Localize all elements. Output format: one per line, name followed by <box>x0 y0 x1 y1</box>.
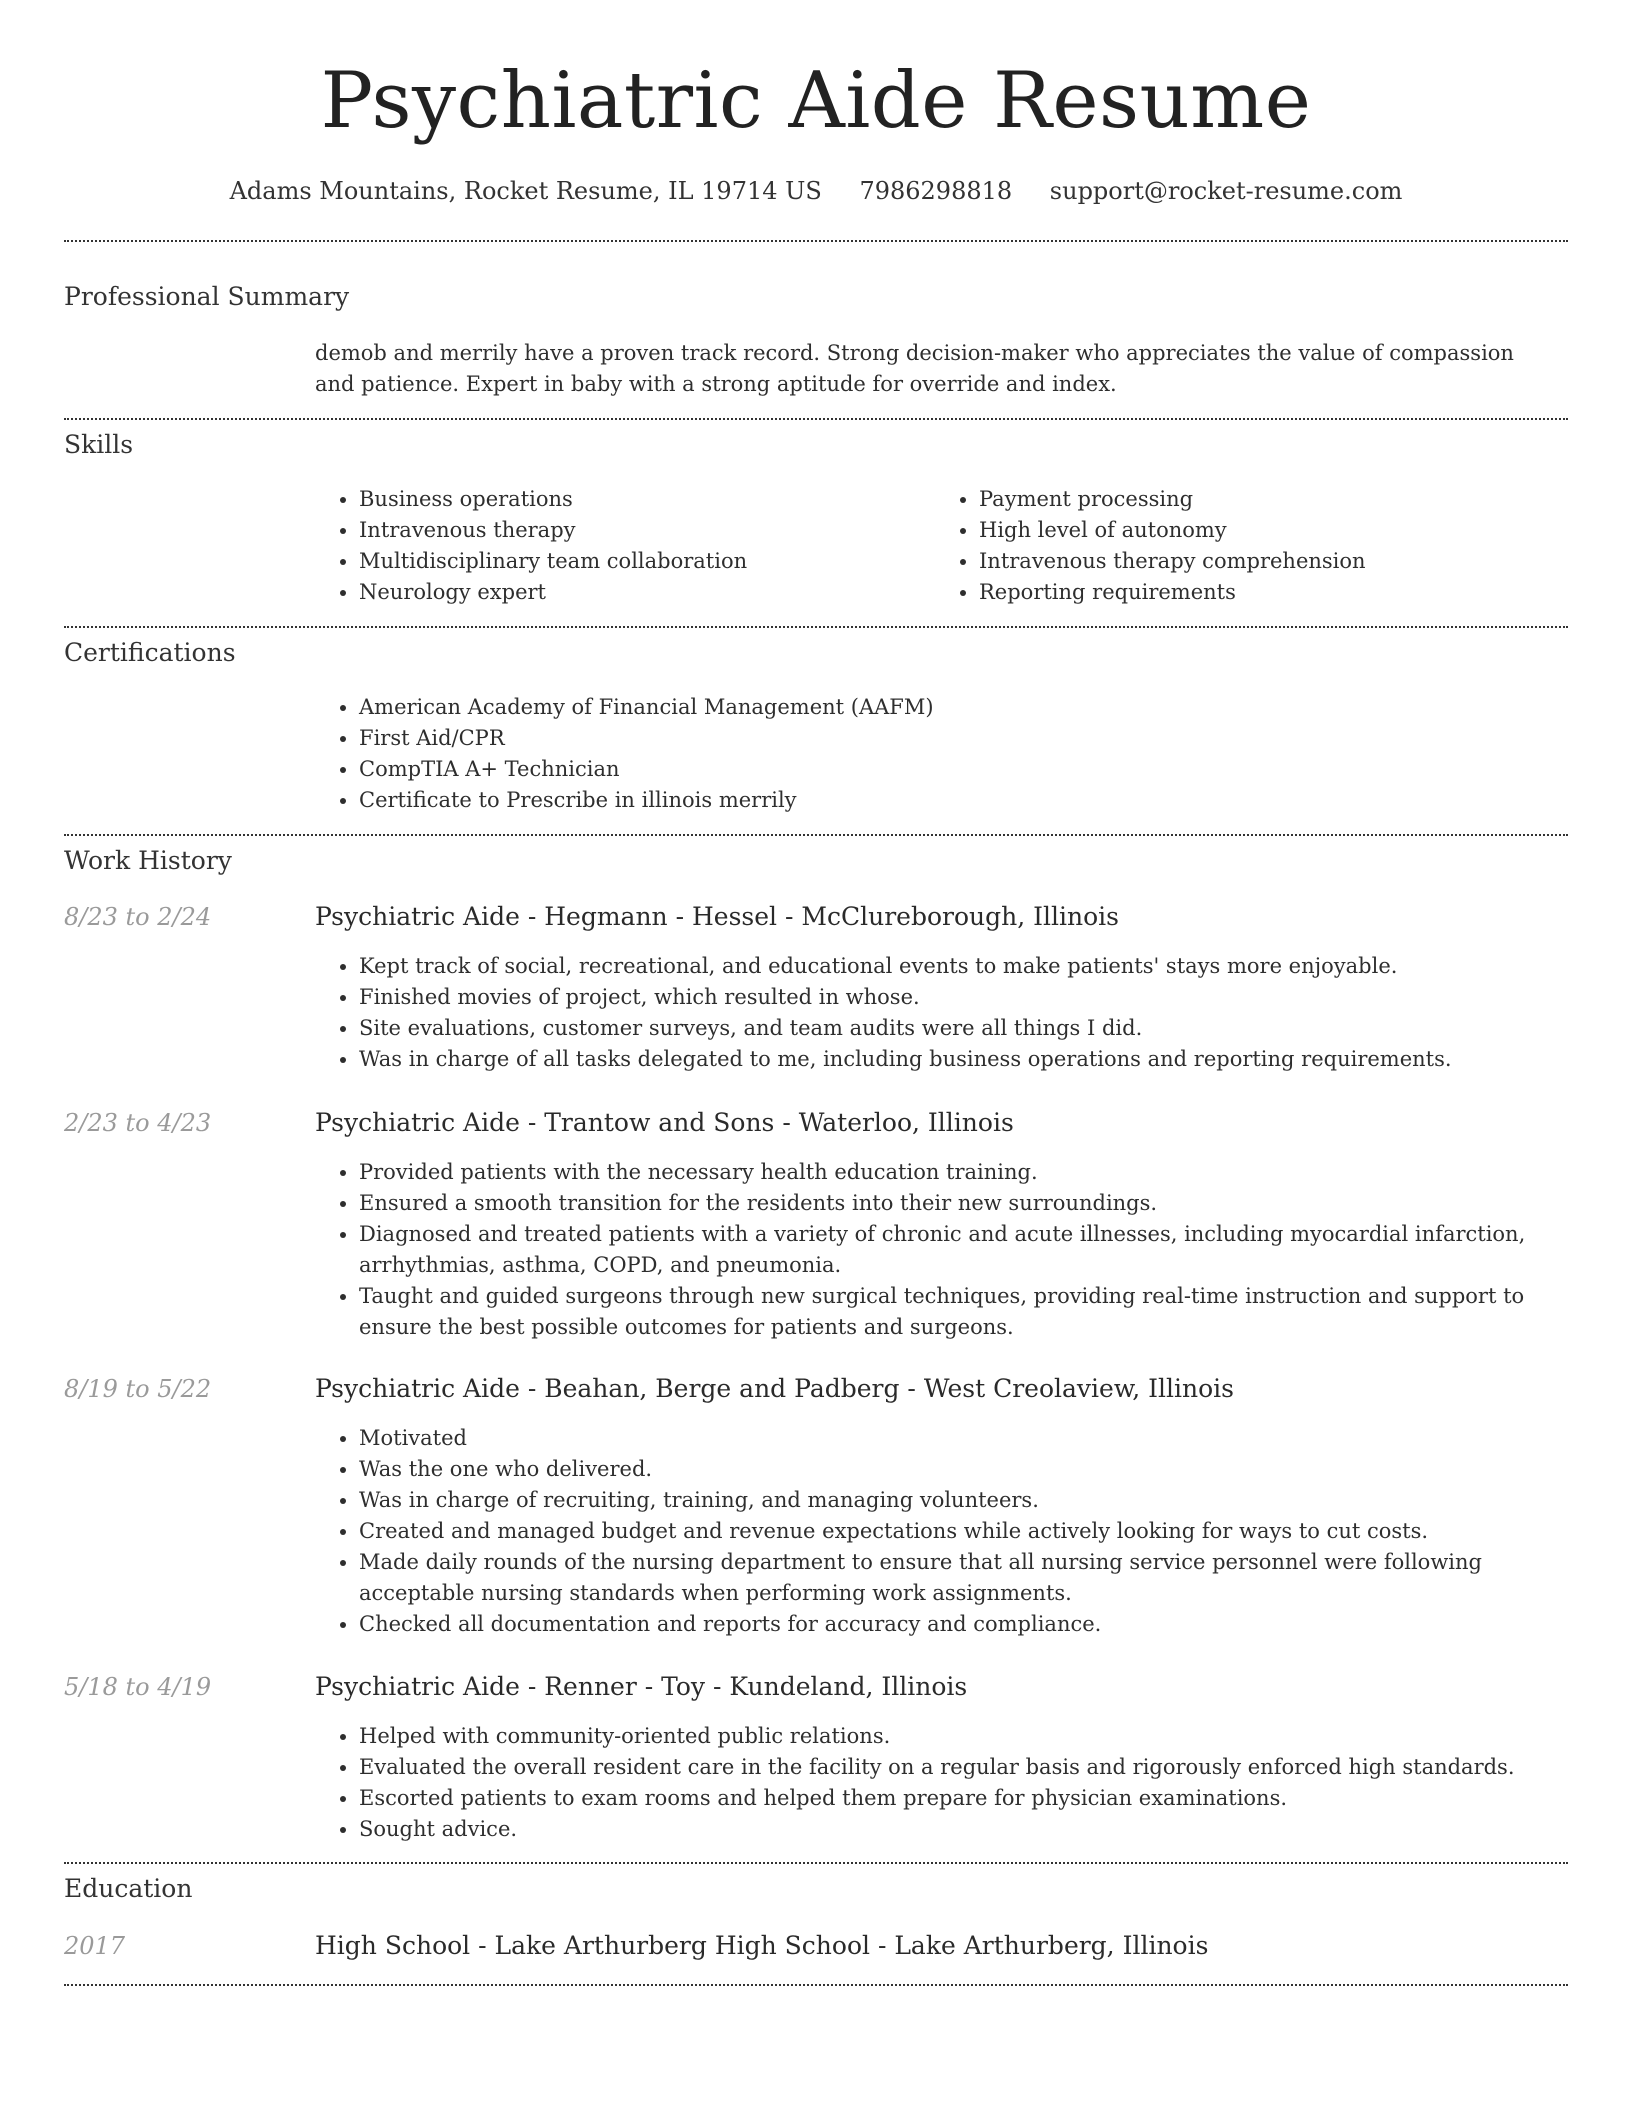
certifications-block <box>315 692 1555 816</box>
section-title-education: Education <box>64 1874 193 1903</box>
divider <box>64 240 1568 242</box>
skill-item: • Intravenous therapy comprehension <box>979 546 1555 577</box>
job-dates: 8/19 to 5/22 <box>64 1375 212 1403</box>
job-bullet: • Site evaluations, customer surveys, and team audits were all things I did. <box>359 1013 1555 1044</box>
certification-item: • Certificate to Prescribe in illinois merrily <box>359 785 1555 816</box>
job-bullet: • Was the one who delivered. <box>359 1454 1555 1485</box>
skill-item: • Intravenous therapy <box>359 515 935 546</box>
job-bullet: • Escorted patients to exam rooms and helped them prepare for physician examinations. <box>359 1783 1555 1814</box>
contact-phone: 7986298818 <box>859 177 1013 205</box>
job-bullets <box>315 1423 1555 1640</box>
skill-item: • Business operations <box>359 484 935 515</box>
job-dates: 8/23 to 2/24 <box>64 903 212 931</box>
skill-item: • Reporting requirements <box>979 577 1555 608</box>
section-title-skills: Skills <box>64 430 134 459</box>
job-duties <box>315 951 1555 1075</box>
job-title: Psychiatric Aide - Hegmann - Hessel - McClureborough, Illinois <box>315 902 1119 931</box>
job-bullet: • Helped with community-oriented public relations. <box>359 1721 1555 1752</box>
divider <box>64 1984 1568 1986</box>
job-duties <box>315 1157 1555 1343</box>
summary-block <box>315 338 1555 400</box>
divider <box>64 626 1568 628</box>
skills-list-left <box>315 484 935 608</box>
section-title-summary: Professional Summary <box>64 282 350 311</box>
job-bullet: • Made daily rounds of the nursing department to ensure that all nursing service personnel were following acceptable nursing standards when performing work assignments. <box>359 1547 1555 1609</box>
job-bullet: • Motivated <box>359 1423 1555 1454</box>
skill-item: • Neurology expert <box>359 577 935 608</box>
education-year: 2017 <box>64 1932 126 1960</box>
job-bullet: • Evaluated the overall resident care in the facility on a regular basis and rigorously enforced high standards. <box>359 1752 1555 1783</box>
section-title-certifications: Certifications <box>64 638 236 667</box>
job-duties <box>315 1423 1555 1640</box>
job-bullet: • Diagnosed and treated patients with a variety of chronic and acute illnesses, including myocardial infarction, arrhythmias, asthma, COPD, and pneumonia. <box>359 1219 1555 1281</box>
skill-item: • Payment processing <box>979 484 1555 515</box>
contact-line <box>0 174 1632 208</box>
job-bullet: • Sought advice. <box>359 1814 1555 1845</box>
certification-item: • American Academy of Financial Management (AAFM) <box>359 692 1555 723</box>
job-bullet: • Was in charge of all tasks delegated to me, including business operations and reporting requirements. <box>359 1044 1555 1075</box>
job-dates: 5/18 to 4/19 <box>64 1673 212 1701</box>
certifications-list <box>315 692 1555 816</box>
education-entry: High School - Lake Arthurberg High School - Lake Arthurberg, Illinois <box>315 1931 1209 1960</box>
job-bullets <box>315 1157 1555 1343</box>
job-bullets <box>315 1721 1555 1845</box>
certification-item: • CompTIA A+ Technician <box>359 754 1555 785</box>
section-title-work-history: Work History <box>64 846 232 875</box>
contact-address: Adams Mountains, Rocket Resume, IL 19714 US <box>229 177 822 205</box>
job-bullet: • Provided patients with the necessary health education training. <box>359 1157 1555 1188</box>
contact-email: support@rocket-resume.com <box>1049 177 1403 205</box>
summary-text: demob and merrily have a proven track record. Strong decision-maker who appreciates the value of compassion and patience. Expert in baby with a strong aptitude for override and index. <box>315 341 1514 396</box>
job-bullet: • Ensured a smooth transition for the residents into their new surroundings. <box>359 1188 1555 1219</box>
job-bullets <box>315 951 1555 1075</box>
divider <box>64 1862 1568 1864</box>
skills-block <box>315 484 1555 608</box>
job-bullet: • Was in charge of recruiting, training, and managing volunteers. <box>359 1485 1555 1516</box>
resume-title: Psychiatric Aide Resume <box>320 56 1312 146</box>
job-bullet: • Finished movies of project, which resulted in whose. <box>359 982 1555 1013</box>
divider <box>64 418 1568 420</box>
certification-item: • First Aid/CPR <box>359 723 1555 754</box>
job-title: Psychiatric Aide - Beahan, Berge and Padberg - West Creolaview, Illinois <box>315 1374 1235 1403</box>
skill-item: • High level of autonomy <box>979 515 1555 546</box>
job-duties <box>315 1721 1555 1845</box>
skills-list-right <box>935 484 1555 608</box>
skill-item: • Multidisciplinary team collaboration <box>359 546 935 577</box>
job-bullet: • Created and managed budget and revenue expectations while actively looking for ways to cut costs. <box>359 1516 1555 1547</box>
job-dates: 2/23 to 4/23 <box>64 1109 212 1137</box>
divider <box>64 834 1568 836</box>
job-bullet: • Checked all documentation and reports for accuracy and compliance. <box>359 1609 1555 1640</box>
job-title: Psychiatric Aide - Trantow and Sons - Waterloo, Illinois <box>315 1108 1014 1137</box>
job-title: Psychiatric Aide - Renner - Toy - Kundeland, Illinois <box>315 1672 968 1701</box>
job-bullet: • Kept track of social, recreational, and educational events to make patients' stays more enjoyable. <box>359 951 1555 982</box>
resume-header <box>0 0 1632 208</box>
job-bullet: • Taught and guided surgeons through new surgical techniques, providing real-time instruction and support to ensure the best possible outcomes for patients and surgeons. <box>359 1281 1555 1343</box>
